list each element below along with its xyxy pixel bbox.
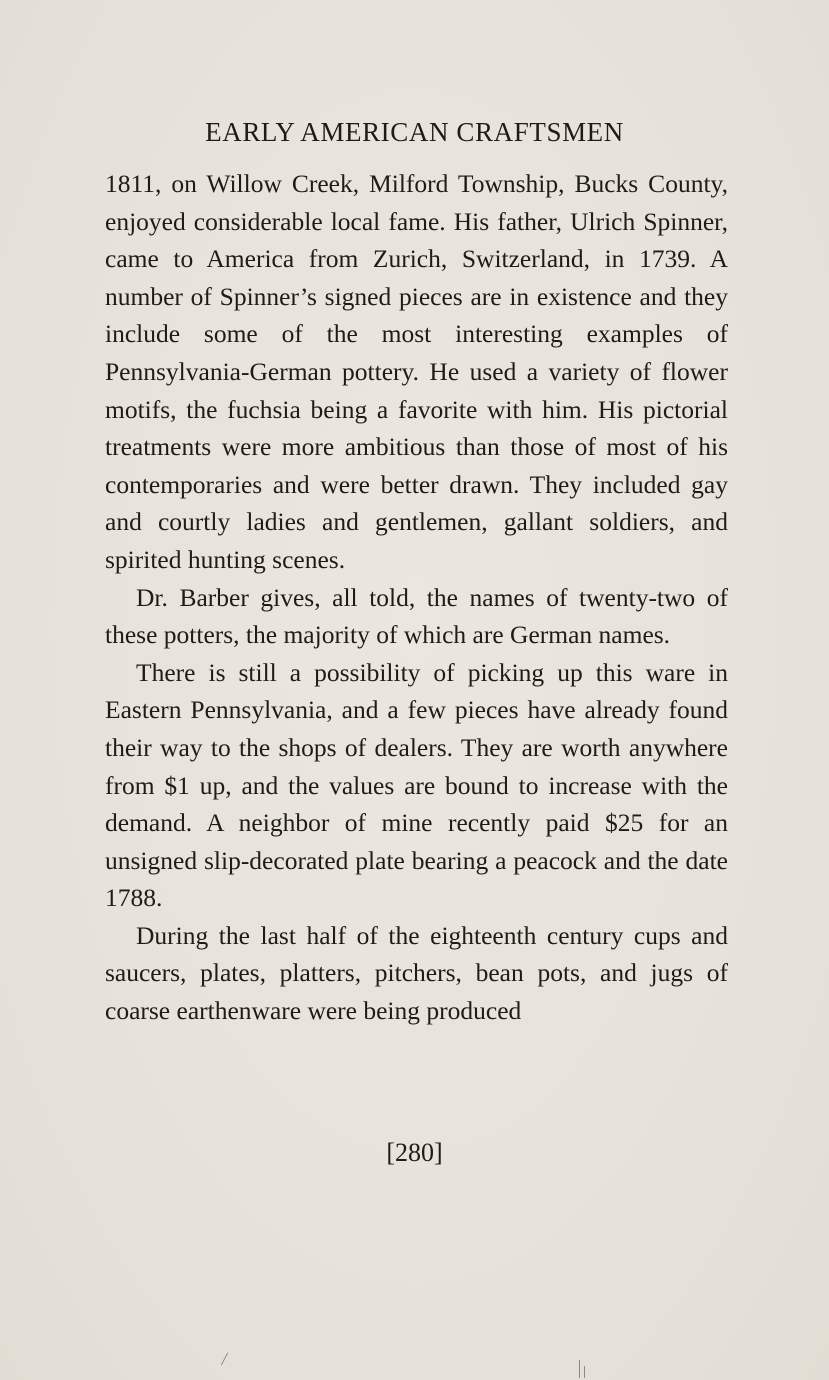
paper-blemish [579,1360,580,1378]
paragraph-1: 1811, on Willow Creek, Milford Township, Bucks County, enjoyed considerable local fame. His father, Ulrich Spinner, came to America from Zurich, Switzerland, in 1739. A number of Spinner’s signed pieces are in existence and they include some of the most interesting examples of Pennsylvania-German pottery. He used a variety of flower motifs, the fuchsia being a favorite with him. His pictorial treatments were more ambitious than those of most of his contemporaries and were better drawn. They included gay and courtly ladies and gentlemen, gallant soldiers, and spirited hunting scenes. [105,169,728,574]
paper-blemish [584,1366,585,1378]
paragraph-3: There is still a possibility of picking up this ware in Eastern Pennsylvania, and a few pieces have already found their way to the shops of dealers. They are worth anywhere from $1 up, and the values are bound to increase with the demand. A neighbor of mine recently paid $25 for an unsigned slip-decorated plate bearing a peacock and the date 1788. [105,657,728,913]
running-head: EARLY AMERICAN CRAFTSMEN [205,117,624,147]
body-text [105,165,728,1030]
paragraph-4: During the last half of the eighteenth century cups and saucers, plates, platters, pitchers, bean pots, and jugs of coarse earthenware were being produced [105,920,728,1026]
paper-blemish [221,1353,228,1366]
page-number: [280] [386,1138,443,1167]
paragraph-2: Dr. Barber gives, all told, the names of twenty-two of these potters, the majority of which are German names. [105,582,728,650]
